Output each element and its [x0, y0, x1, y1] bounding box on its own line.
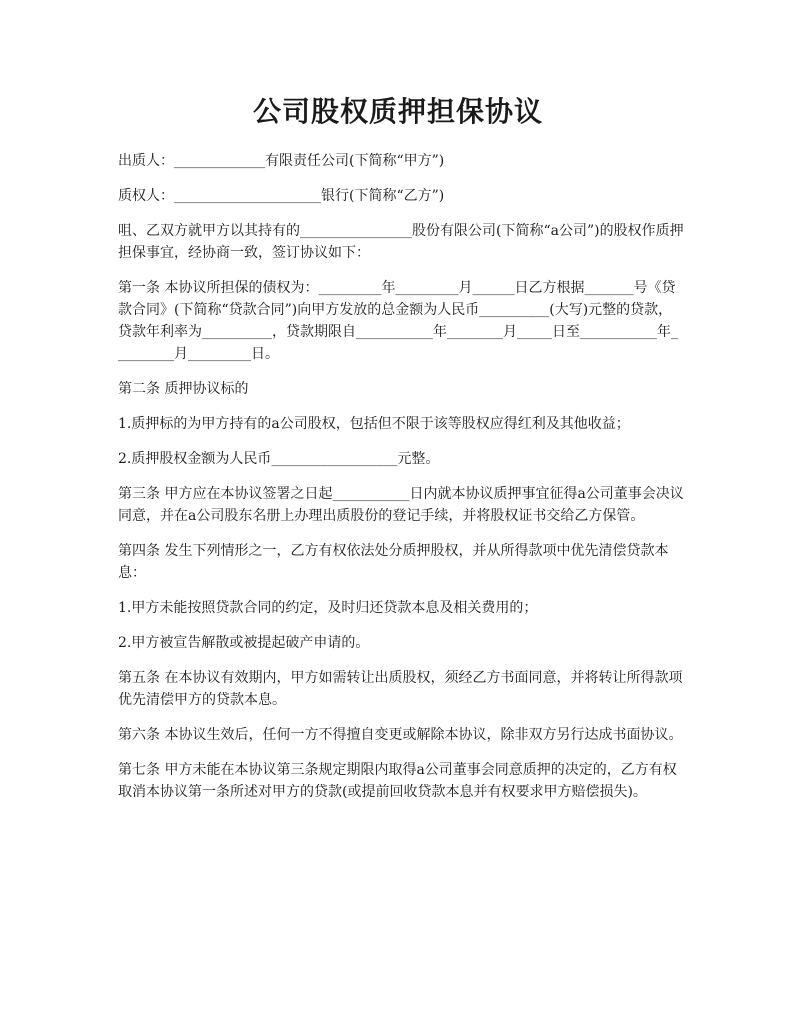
article-1-paragraph: 第一条 本协议所担保的债权为：_________年_________月______日乙方根据_______号《贷款合同》(下简称“贷款合同”)向甲方发放的总金额为人民币__________(大写)元整的贷款，贷款年利率为__________，贷款期限自___________年________月_____日至___________年_________月_________日。 [118, 280, 678, 362]
article-3-paragraph: 第三条 甲方应在本协议签署之日起___________日内就本协议质押事宜征得a公司董事会决议同意，并在a公司股东名册上办理出质股份的登记手续，并将股权证书交给乙方保管。 [118, 486, 684, 524]
document-body [118, 150, 684, 816]
article-4-paragraph: 第四条 发生下列情形之一，乙方有权依法处分质押股权，并从所得款项中优先清偿贷款本息： [118, 543, 669, 581]
preamble-paragraph: 咀、乙双方就甲方以其持有的________________股份有限公司(下简称“a公司”)的股权作质押担保事宜，经协商一致，签订协议如下： [118, 223, 684, 261]
pledgor-line: 出质人：_____________有限责任公司(下简称“甲方”) [118, 153, 445, 169]
article-4-item-1: 1.甲方未能按照贷款合同的约定，及时归还贷款本息及相关费用的； [118, 600, 538, 616]
article-2-item-2: 2.质押股权金额为人民币__________________元整。 [118, 451, 440, 467]
article-2-heading: 第二条 质押协议标的 [118, 381, 249, 397]
article-4-item-2: 2.甲方被宣告解散或被提起破产申请的。 [118, 635, 370, 651]
article-6-paragraph: 第六条 本协议生效后，任何一方不得擅自变更或解除本协议，除非双方另行达成书面协议。 [118, 727, 683, 743]
article-5-paragraph: 第五条 在本协议有效期内，甲方如需转让出质股权，须经乙方书面同意，并将转让所得款项优先清偿甲方的贷款本息。 [118, 670, 683, 708]
pledgee-line: 质权人：_____________________银行(下简称“乙方”) [118, 188, 445, 204]
article-2-item-1: 1.质押标的为甲方持有的a公司股权，包括但不限于该等股权应得红利及其他收益； [118, 416, 630, 432]
article-7-paragraph: 第七条 甲方未能在本协议第三条规定期限内取得a公司董事会同意质押的决定的，乙方有权取消本协议第一条所述对甲方的贷款(或提前回收贷款本息并有权要求甲方赔偿损失)。 [118, 762, 677, 800]
document-title: 公司股权质押担保协议 [252, 95, 543, 128]
